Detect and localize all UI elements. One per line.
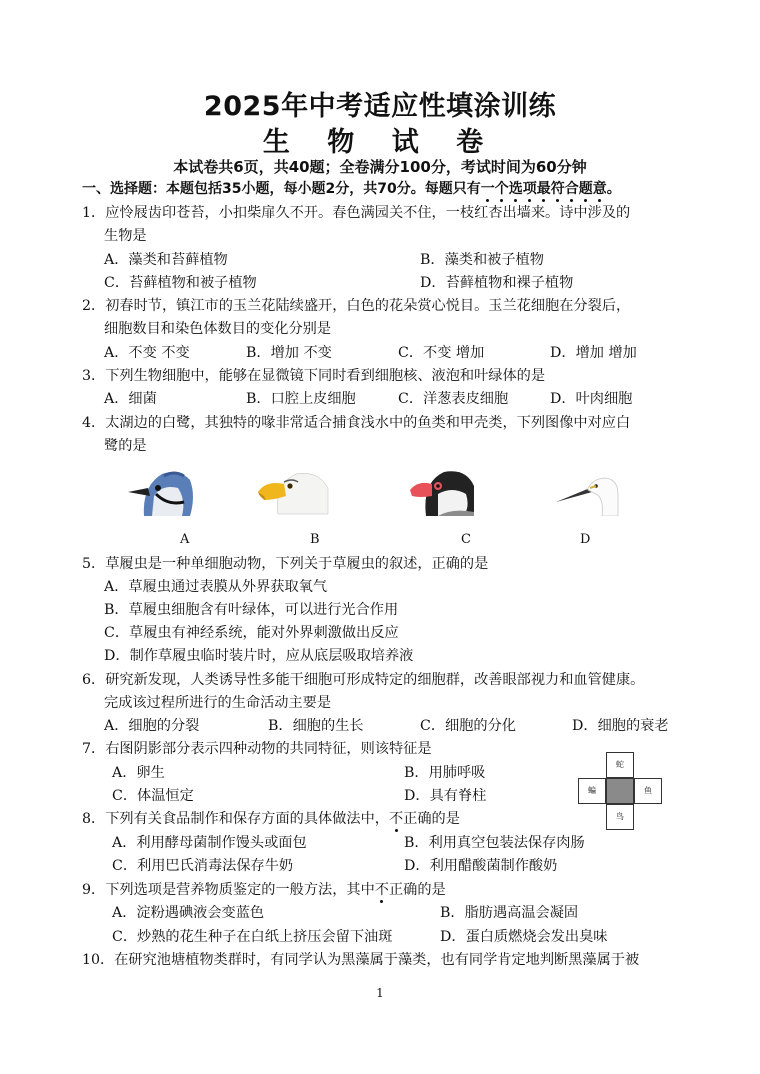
question-2-stem-line1: 2．初春时节，镇江市的玉兰花陆续盛开，白色的花朵赏心悦目。玉兰花细胞在分裂后， (82, 298, 631, 314)
egret-image (552, 470, 624, 516)
bird-label-a: A (180, 532, 190, 547)
question-5-option-d: D．制作草履虫临时装片时，应从底层吸取培养液 (104, 648, 414, 664)
question-2-option-c: C．不变 增加 (398, 345, 485, 361)
question-3-option-a: A．细菌 (104, 391, 157, 407)
question-6-option-b: B．细胞的生长 (268, 718, 364, 734)
bird-label-b: B (310, 532, 320, 547)
question-8-option-d: D．利用醋酸菌制作酸奶 (404, 858, 558, 874)
question-9-option-a: A．淀粉遇碘液会变蓝色 (112, 905, 265, 921)
question-9-option-b: B．脂肪遇高温会凝固 (440, 905, 579, 921)
question-7-option-a: A．卵生 (112, 765, 165, 781)
blue-jay-image (124, 466, 196, 522)
diagram-cell-right: 鱼 (634, 778, 662, 804)
question-1-option-d: D．苔藓植物和裸子植物 (420, 275, 574, 291)
question-6-option-a: A．细胞的分裂 (104, 718, 200, 734)
question-3-stem: 3．下列生物细胞中，能够在显微镜下同时看到细胞核、液泡和叶绿体的是 (82, 368, 546, 384)
question-7-option-b: B．用肺呼吸 (404, 765, 486, 781)
eagle-image (256, 466, 330, 518)
question-2-stem-line2: 细胞数目和染色体数目的变化分别是 (104, 321, 332, 337)
question-3-option-b: B．口腔上皮细胞 (246, 391, 356, 407)
question-2-option-a: A．不变 不变 (104, 345, 190, 361)
animal-features-diagram (576, 752, 666, 832)
bird-label-c: C (461, 532, 471, 547)
question-5-option-a: A．草履虫通过表膜从外界获取氧气 (104, 579, 328, 595)
exam-title: 2025年中考适应性填涂训练 (203, 91, 557, 122)
diagram-cell-bottom: 鸟 (606, 804, 634, 830)
question-2-option-d: D．增加 增加 (550, 345, 637, 361)
question-8-option-c: C．利用巴氏消毒法保存牛奶 (112, 858, 294, 874)
question-5-option-c: C．草履虫有神经系统，能对外界刺激做出反应 (104, 625, 399, 641)
bird-label-d: D (580, 532, 591, 547)
java-sparrow-image (408, 466, 478, 518)
question-1-stem-line1: 1．应怜屐齿印苍苔，小扣柴扉久不开。春色满园关不住，一枝红杏出墙来。诗中涉及的 (82, 205, 631, 221)
question-6-option-c: C．细胞的分化 (420, 718, 516, 734)
section-heading: 一、选择题：本题包括35小题，每小题2分，共70分。每题只有一个选项最符合题意。 (82, 181, 621, 197)
question-1-stem-line2: 生物是 (104, 228, 147, 244)
question-7-stem: 7．右图阴影部分表示四种动物的共同特征，则该特征是 (82, 741, 432, 757)
question-10-stem: 10．在研究池塘植物类群时，有同学认为黑藻属于藻类，也有同学肯定地判断黑藻属于被 (82, 952, 640, 968)
exam-subject: 生 物 试 卷 (262, 127, 498, 158)
question-1-option-c: C．苔藓植物和被子植物 (104, 275, 257, 291)
question-9-option-c: C．炒熟的花生种子在白纸上挤压会留下油斑 (112, 929, 393, 945)
diagram-cell-left: 蝙 (578, 778, 606, 804)
question-7-option-d: D．具有脊柱 (404, 788, 487, 804)
exam-info: 本试卷共6页，共40题；全卷满分100分，考试时间为60分钟 (173, 158, 587, 176)
question-3-option-d: D．叶肉细胞 (550, 391, 633, 407)
page-number: 1 (376, 986, 384, 1000)
question-6-option-d: D．细胞的衰老 (572, 718, 669, 734)
question-5-option-b: B．草履虫细胞含有叶绿体，可以进行光合作用 (104, 602, 399, 618)
question-3-option-c: C．洋葱表皮细胞 (398, 391, 509, 407)
question-6-stem-line2: 完成该过程所进行的生命活动主要是 (104, 695, 332, 711)
question-5-stem: 5．草履虫是一种单细胞动物，下列关于草履虫的叙述，正确的是 (82, 556, 489, 572)
question-4-stem-line2: 鹭的是 (104, 438, 147, 454)
diagram-cell-shaded (606, 778, 634, 804)
question-2-option-b: B．增加 不变 (246, 345, 332, 361)
question-9-option-d: D．蛋白质燃烧会发出臭味 (440, 929, 608, 945)
question-8-stem: 8．下列有关食品制作和保存方面的具体做法中，不正确的是 (82, 811, 460, 827)
question-7-option-c: C．体温恒定 (112, 788, 194, 804)
question-1-option-a: A．藻类和苔藓植物 (104, 252, 228, 268)
diagram-cell-top: 蛇 (606, 752, 634, 778)
question-1-option-b: B．藻类和被子植物 (420, 252, 544, 268)
question-8-option-b: B．利用真空包装法保存肉肠 (404, 835, 585, 851)
question-9-stem: 9．下列选项是营养物质鉴定的一般方法，其中不正确的是 (82, 882, 446, 898)
question-4-stem-line1: 4．太湖边的白鹭，其独特的喙非常适合捕食浅水中的鱼类和甲壳类，下列图像中对应白 (82, 415, 631, 431)
question-6-stem-line1: 6．研究新发现，人类诱导性多能干细胞可形成特定的细胞群，改善眼部视力和血管健康。 (82, 672, 645, 688)
question-8-option-a: A．利用酵母菌制作馒头或面包 (112, 835, 307, 851)
